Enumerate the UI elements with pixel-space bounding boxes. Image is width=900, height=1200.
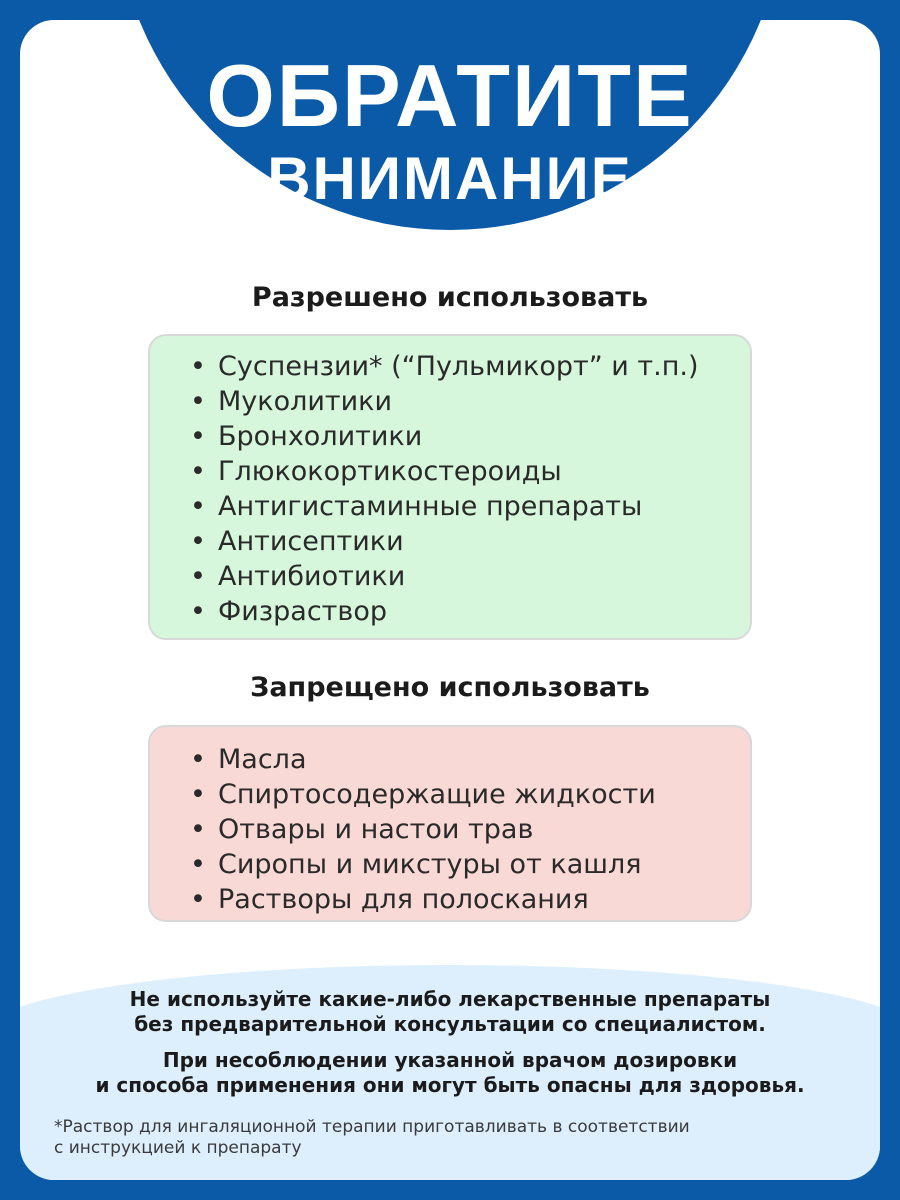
notice-line: и способа применения они могут быть опасны для здоровья. [95, 1073, 805, 1097]
list-item-label: Масла [218, 744, 307, 775]
forbidden-list-box [148, 725, 752, 922]
list-item [186, 847, 750, 882]
allowed-list-box [148, 334, 752, 640]
list-item-label: Муколитики [218, 386, 393, 417]
list-item-label: Суспензии* (“Пульмикорт” и т.п.) [218, 351, 699, 382]
list-item-label: Физраствор [218, 596, 387, 627]
list-item-label: Растворы для полоскания [218, 884, 589, 915]
list-item [186, 594, 750, 629]
bullet-icon: • [190, 779, 206, 810]
list-item [186, 384, 750, 419]
list-item-label: Отвары и настои трав [218, 814, 534, 845]
list-item [186, 419, 750, 454]
bullet-icon: • [190, 849, 206, 880]
list-item [186, 524, 750, 559]
footnote-line: *Раствор для ингаляционной терапии приготавливать в соответствии [54, 1117, 690, 1137]
list-item-label: Бронхолитики [218, 421, 423, 452]
list-item-label: Антигистаминные препараты [218, 491, 643, 522]
bullet-icon: • [190, 744, 206, 775]
page-title [20, 46, 880, 212]
bullet-icon: • [190, 596, 206, 627]
allowed-heading: Разрешено использовать [251, 282, 649, 313]
notice-paragraph-2 [20, 1048, 880, 1098]
bullet-icon: • [190, 386, 206, 417]
list-item [186, 489, 750, 524]
poster-frame [20, 20, 880, 1180]
allowed-list [150, 336, 750, 629]
list-item [186, 559, 750, 594]
list-item-label: Глюкокортикостероиды [218, 456, 562, 487]
bullet-icon: • [190, 456, 206, 487]
list-item [186, 742, 750, 777]
list-item [186, 454, 750, 489]
bullet-icon: • [190, 491, 206, 522]
footnote-line: с инструкцией к препарату [54, 1138, 302, 1158]
list-item-label: Антибиотики [218, 561, 406, 592]
bullet-icon: • [190, 351, 206, 382]
forbidden-list [150, 727, 750, 917]
notice-paragraph-1 [20, 987, 880, 1037]
notice-line: без предварительной консультации со специалистом. [134, 1012, 766, 1036]
bullet-icon: • [190, 561, 206, 592]
bullet-icon: • [190, 814, 206, 845]
list-item-label: Спиртосодержащие жидкости [218, 779, 656, 810]
bullet-icon: • [190, 421, 206, 452]
list-item [186, 812, 750, 847]
list-item [186, 349, 750, 384]
list-item [186, 777, 750, 812]
list-item-label: Антисептики [218, 526, 404, 557]
list-item-label: Сиропы и микстуры от кашля [218, 849, 642, 880]
forbidden-heading: Запрещено использовать [250, 672, 650, 703]
notice-line: При несоблюдении указанной врачом дозировки [162, 1048, 738, 1072]
title-line-1: ОБРАТИТЕ [206, 46, 694, 145]
list-item [186, 882, 750, 917]
notice-line: Не используйте какие-либо лекарственные препараты [129, 987, 771, 1011]
bullet-icon: • [190, 526, 206, 557]
bullet-icon: • [190, 884, 206, 915]
footnote [54, 1117, 690, 1159]
title-line-2: ВНИМАНИЕ [267, 145, 633, 212]
